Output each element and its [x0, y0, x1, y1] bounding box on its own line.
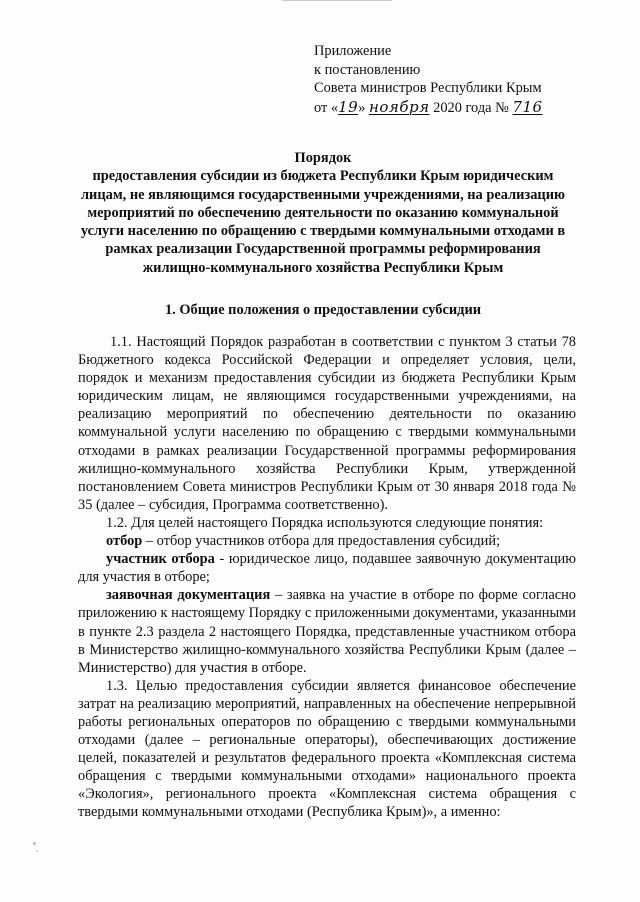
paragraph-1-3: 1.3. Целью предоставления субсидии является финансовое обеспечение затрат на реализацию мероприятий, направленных на обеспечение непрерывной работы региональных операторов по обращению с твердыми коммунальными отходами (далее – региональные операторы), обеспечивающих достижение целей, показателей и результатов федерального проекта «Комплексная система обращения с твердыми коммунальными отходами» национального проекта «Экология», регионального проекта «Комплексная система обращения с твердыми коммунальными отходами (Республика Крым)», а именно:	[78, 677, 576, 821]
definition-text: – отбор участников отбора для предоставления субсидий;	[142, 533, 501, 550]
title-subject: предоставления субсидии из бюджета Республики Крым юридическим лицам, не являющимся государственными учреждениями, на реализацию мероприятий по обеспечению деятельности по оказанию коммунальной услуги населению по обращению с твердыми коммунальными отходами в рамках реализации Государственной программы реформирования жилищно-коммунального хозяйства Республики Крым	[80, 168, 566, 276]
document-body	[78, 333, 576, 822]
handwritten-day: 19	[338, 97, 359, 116]
definition-term: отбор	[106, 533, 143, 550]
document-title	[70, 149, 576, 277]
date-year: 2020 года №	[429, 99, 513, 116]
handwritten-month: ноября	[368, 97, 430, 116]
attachment-line: Совета министров Республики Крым	[314, 80, 542, 97]
attachment-date-line	[314, 98, 614, 118]
definition-application	[78, 586, 576, 676]
section-heading: 1. Общие положения о предоставлении субсидии	[164, 302, 482, 318]
definition-text: - юридическое лицо, подавшее заявочную документацию для участия в отборе;	[78, 551, 576, 586]
handwritten-number: 716	[512, 97, 543, 116]
definition-selection	[78, 532, 576, 550]
definition-term: участник отбора	[106, 551, 215, 568]
definition-participant	[78, 550, 576, 586]
attachment-block	[314, 42, 614, 117]
definition-term: заявочная документация	[106, 587, 271, 604]
paragraph-1-1: 1.1. Настоящий Порядок разработан в соответствии с пунктом 3 статьи 78 Бюджетного кодекса Российской Федерации и определяет условия, цели, порядок и механизм предоставления субсидии из бюджета Республики Крым юридическим лицам, не являющимся государственными учреждениями, на реализацию мероприятий по обеспечению деятельности по оказанию коммунальной услуги населению по обращению с твердыми коммунальными отходами в рамках реализации Государственной программы реформирования жилищно-коммунального хозяйства Республики Крым, утвержденной постановлением Совета министров Республики Крым от 30 января 2018 года № 35 (далее – субсидия, Программа соответственно).	[78, 334, 576, 513]
title-heading: Порядок	[294, 150, 352, 166]
paragraph-1-2: 1.2. Для целей настоящего Порядка используются следующие понятия:	[106, 514, 544, 531]
attachment-line: Приложение	[314, 43, 392, 59]
attachment-line: к постановлению	[314, 61, 421, 78]
scan-mark	[282, 0, 392, 1]
date-prefix: от «	[314, 99, 339, 116]
scan-speck	[36, 850, 38, 852]
date-mid: »	[358, 99, 369, 116]
definition-text: – заявка на участие в отборе по форме согласно приложению к настоящему Порядку с приложенными документами, указанными в пункте 2.3 раздела 2 настоящего Порядка, представленные участником отбора в Министерство жилищно-коммунального хозяйства Республики Крым (далее – Министерство) для участия в отборе.	[78, 587, 576, 676]
scan-speck	[33, 842, 36, 845]
